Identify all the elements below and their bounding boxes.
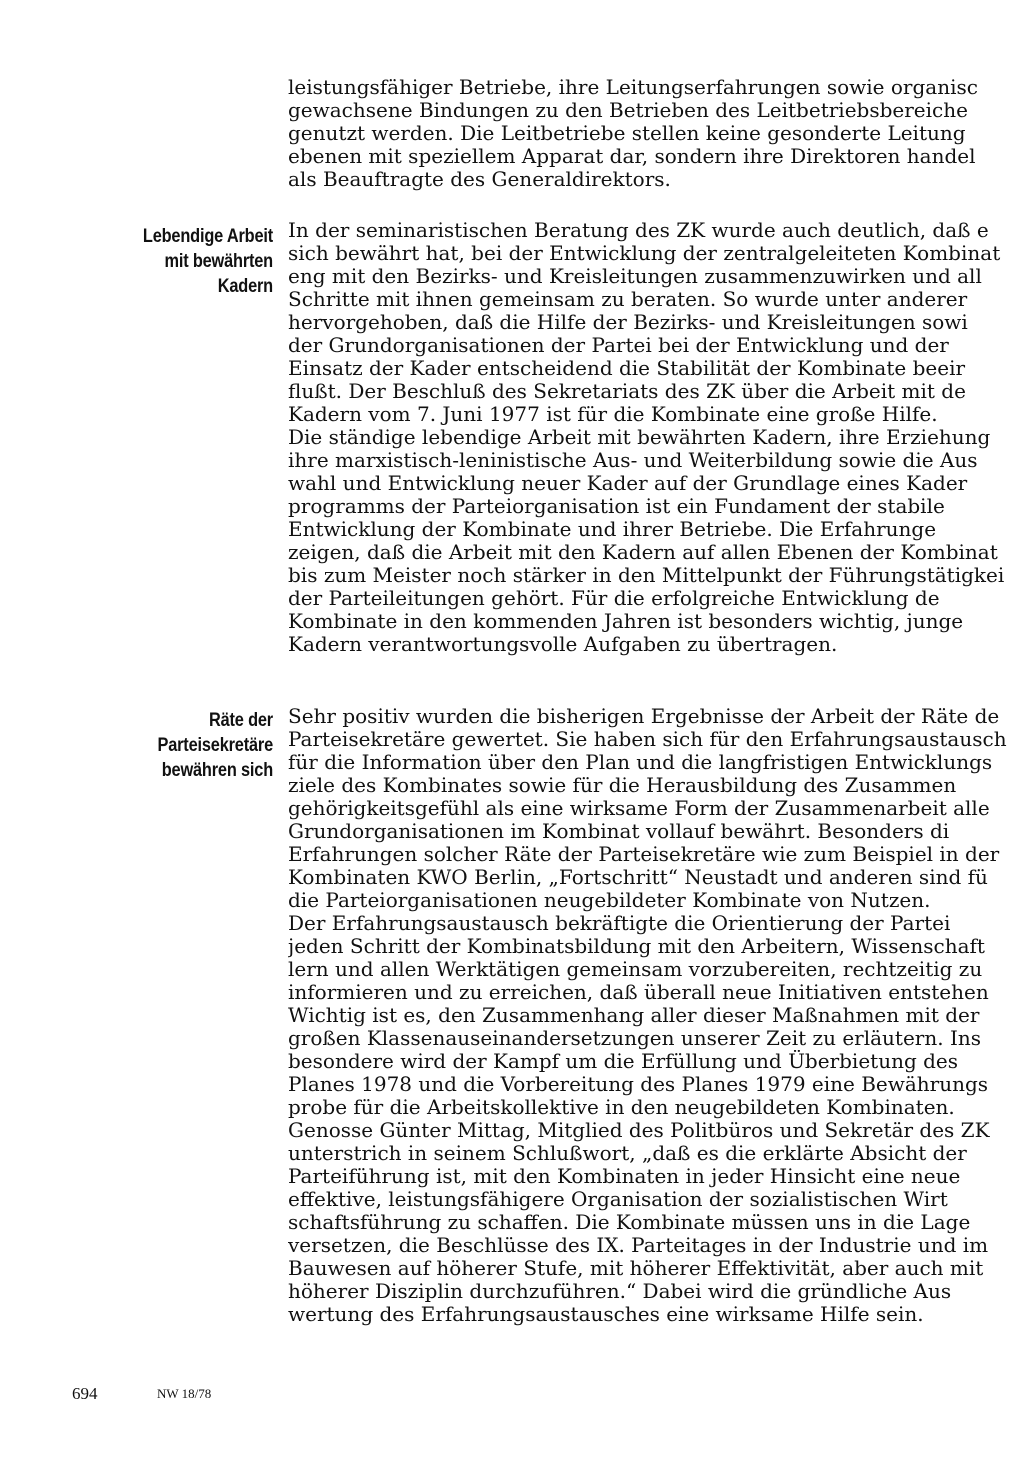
text-line: der Grundorganisationen der Partei bei der Entwicklung und der bbox=[288, 334, 949, 357]
text-line: ihre marxistisch-leninistische Aus- und Weiterbildung sowie die Aus bbox=[288, 449, 978, 472]
text-line: besondere wird der Kampf um die Erfüllung und Überbietung des bbox=[288, 1050, 959, 1073]
text-line: Bauwesen auf höherer Stufe, mit höherer Effektivität, aber auch mit bbox=[288, 1257, 984, 1280]
text-line: leistungsfähiger Betriebe, ihre Leitungserfahrungen sowie organisc bbox=[288, 76, 978, 99]
text-line: Kombinaten KWO Berlin, „Fortschritt“ Neustadt und anderen sind fü bbox=[288, 866, 988, 889]
text-line: Kadern verantwortungsvolle Aufgaben zu übertragen. bbox=[288, 633, 838, 656]
text-line: jeden Schritt der Kombinatsbildung mit den Arbeitern, Wissenschaft bbox=[288, 935, 985, 958]
section-heading bbox=[107, 224, 273, 299]
text-line: Der Erfahrungsaustausch bekräftigte die Orientierung der Partei bbox=[288, 912, 951, 935]
text-line: Einsatz der Kader entscheidend die Stabilität der Kombinate beeir bbox=[288, 357, 966, 380]
text-line: effektive, leistungsfähigere Organisation der sozialistischen Wirt bbox=[288, 1188, 948, 1211]
heading-line: Räte der bbox=[208, 710, 273, 731]
text-line: gehörigkeitsgefühl als eine wirksame Form der Zusammenarbeit alle bbox=[288, 797, 990, 820]
text-line: programms der Parteiorganisation ist ein Fundament der stabile bbox=[288, 495, 945, 518]
text-line: eng mit den Bezirks- und Kreisleitungen zusammenzuwirken und all bbox=[288, 265, 982, 288]
text-line: Wichtig ist es, den Zusammenhang aller dieser Maßnahmen mit der bbox=[288, 1004, 980, 1027]
text-line: versetzen, die Beschlüsse des IX. Parteitages in der Industrie und im bbox=[288, 1234, 989, 1257]
text-line: probe für die Arbeitskollektive in den neugebildeten Kombinaten. bbox=[288, 1096, 955, 1119]
heading-line: bewähren sich bbox=[161, 760, 273, 781]
text-line: als Beauftragte des Generaldirektors. bbox=[288, 168, 671, 191]
text-line: zeigen, daß die Arbeit mit den Kadern auf allen Ebenen der Kombinat bbox=[288, 541, 998, 564]
page-number: 694 bbox=[72, 1384, 98, 1403]
text-line: Die ständige lebendige Arbeit mit bewährten Kadern, ihre Erziehung bbox=[288, 426, 991, 449]
text-line: bis zum Meister noch stärker in den Mittelpunkt der Führungstätigkei bbox=[288, 564, 1005, 587]
text-line: unterstrich in seinem Schlußwort, „daß es die erklärte Absicht der bbox=[288, 1142, 967, 1165]
text-line: für die Information über den Plan und die langfristigen Entwicklungs bbox=[288, 751, 993, 774]
heading-line: Lebendige Arbeit bbox=[142, 226, 273, 247]
body-text bbox=[288, 219, 1024, 656]
text-line: sich bewährt hat, bei der Entwicklung der zentralgeleiteten Kombinat bbox=[288, 242, 1001, 265]
text-line: schaftsführung zu schaffen. Die Kombinate müssen uns in die Lage bbox=[288, 1211, 971, 1234]
text-line: hervorgehoben, daß die Hilfe der Bezirks- und Kreisleitungen sowi bbox=[288, 311, 968, 334]
text-line: Sehr positiv wurden die bisherigen Ergebnisse der Arbeit der Räte de bbox=[288, 705, 1000, 728]
text-line: flußt. Der Beschluß des Sekretariats des ZK über die Arbeit mit de bbox=[288, 380, 966, 403]
text-line: In der seminaristischen Beratung des ZK wurde auch deutlich, daß e bbox=[288, 219, 989, 242]
heading-line: Parteisekretäre bbox=[157, 735, 273, 756]
text-line: genutzt werden. Die Leitbetriebe stellen keine gesonderte Leitung bbox=[288, 122, 966, 145]
text-line: wahl und Entwicklung neuer Kader auf der Grundlage eines Kader bbox=[288, 472, 968, 495]
text-line: die Parteiorganisationen neugebildeter Kombinate von Nutzen. bbox=[288, 889, 931, 912]
text-line: Parteisekretäre gewertet. Sie haben sich für den Erfahrungsaustausch bbox=[288, 728, 1007, 751]
text-line: ziele des Kombinates sowie für die Herausbildung des Zusammen bbox=[288, 774, 957, 797]
text-line: informieren und zu erreichen, daß überall neue Initiativen entstehen bbox=[288, 981, 989, 1004]
body-text bbox=[288, 705, 1024, 1326]
text-line: großen Klassenauseinandersetzungen unserer Zeit zu erläutern. Ins bbox=[288, 1027, 981, 1050]
issue-reference: NW 18/78 bbox=[157, 1386, 212, 1401]
section-heading bbox=[107, 708, 273, 783]
text-line: Schritte mit ihnen gemeinsam zu beraten. So wurde unter anderer bbox=[288, 288, 968, 311]
body-text bbox=[288, 76, 1024, 191]
text-line: Kadern vom 7. Juni 1977 ist für die Kombinate eine große Hilfe. bbox=[288, 403, 938, 426]
text-line: Parteiführung ist, mit den Kombinaten in jeder Hinsicht eine neue bbox=[288, 1165, 961, 1188]
text-line: gewachsene Bindungen zu den Betrieben des Leitbetriebsbereiche bbox=[288, 99, 968, 122]
page-footer bbox=[72, 1384, 372, 1408]
text-line: lern und allen Werktätigen gemeinsam vorzubereiten, rechtzeitig zu bbox=[288, 958, 983, 981]
text-line: Planes 1978 und die Vorbereitung des Planes 1979 eine Bewährungs bbox=[288, 1073, 989, 1096]
heading-line: Kadern bbox=[217, 276, 273, 297]
text-line: höherer Disziplin durchzuführen.“ Dabei wird die gründliche Aus bbox=[288, 1280, 952, 1303]
heading-line: mit bewährten bbox=[164, 251, 273, 272]
text-line: Genosse Günter Mittag, Mitglied des Politbüros und Sekretär des ZK bbox=[288, 1119, 990, 1142]
text-line: Grundorganisationen im Kombinat vollauf bewährt. Besonders di bbox=[288, 820, 950, 843]
text-line: Entwicklung der Kombinate und ihrer Betriebe. Die Erfahrunge bbox=[288, 518, 937, 541]
text-line: ebenen mit speziellem Apparat dar, sondern ihre Direktoren handel bbox=[288, 145, 976, 168]
text-line: wertung des Erfahrungsaustausches eine wirksame Hilfe sein. bbox=[288, 1303, 924, 1326]
text-line: Erfahrungen solcher Räte der Parteisekretäre wie zum Beispiel in der bbox=[288, 843, 1000, 866]
text-line: Kombinate in den kommenden Jahren ist besonders wichtig, junge bbox=[288, 610, 964, 633]
text-line: der Parteileitungen gehört. Für die erfolgreiche Entwicklung de bbox=[288, 587, 940, 610]
